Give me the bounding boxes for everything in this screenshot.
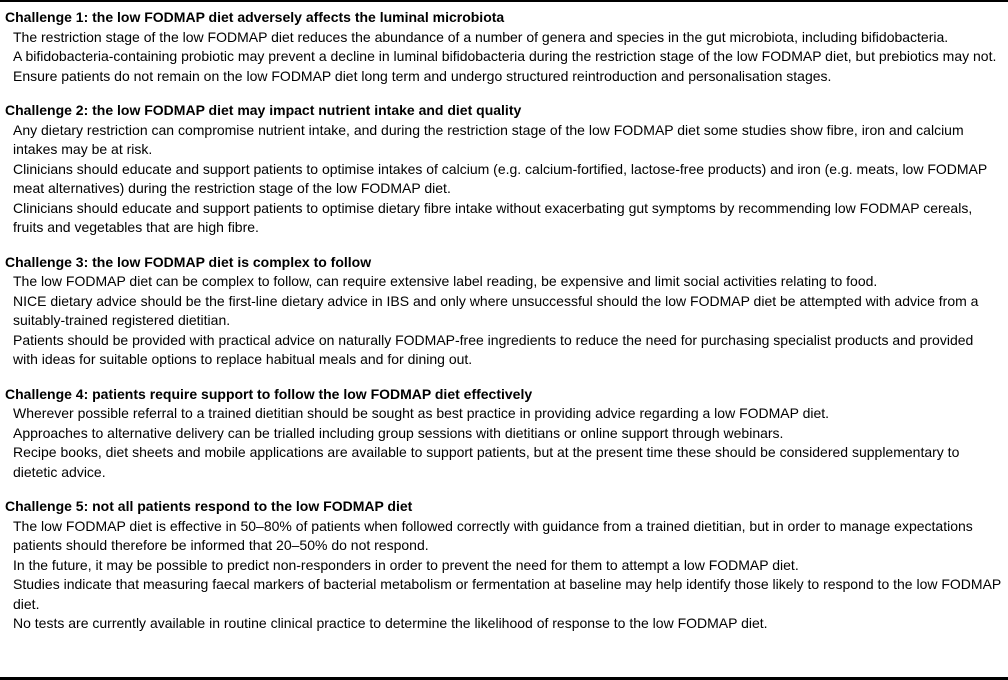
challenge-item: Approaches to alternative delivery can be trialled including group sessions with dietitians or online support through webinars. bbox=[13, 424, 784, 441]
challenge-heading: Challenge 5: not all patients respond to the low FODMAP diet bbox=[5, 498, 413, 514]
challenge-section-4 bbox=[5, 385, 1002, 483]
challenge-item: In the future, it may be possible to predict non-responders in order to prevent the need for them to attempt a low FODMAP diet. bbox=[13, 556, 799, 573]
challenge-item: Clinicians should educate and support patients to optimise dietary fibre intake without exacerbating gut symptoms by recommending low FODMAP cereals, fruits and vegetables that are high fibre. bbox=[13, 199, 973, 235]
challenge-item: A bifidobacteria-containing probiotic may prevent a decline in luminal bifidobacteria during the restriction stage of the low FODMAP diet, but prebiotics may not. bbox=[13, 48, 997, 64]
challenge-heading: Challenge 4: patients require support to follow the low FODMAP diet effectively bbox=[5, 385, 533, 402]
challenge-item: The restriction stage of the low FODMAP diet reduces the abundance of a number of genera and species in the gut microbiota, including bifidobacteria. bbox=[13, 28, 949, 45]
challenge-item: No tests are currently available in routine clinical practice to determine the likelihood of response to the low FODMAP diet. bbox=[13, 615, 768, 631]
challenge-item: Any dietary restriction can compromise nutrient intake, and during the restriction stage of the low FODMAP diet some studies show fibre, iron and calcium intakes may be at risk. bbox=[13, 121, 964, 157]
challenge-item: Patients should be provided with practical advice on naturally FODMAP-free ingredients to reduce the need for purchasing specialist products and provided with ideas for suitable options to replace habitual meals and for dining out. bbox=[13, 331, 974, 367]
challenge-item: Wherever possible referral to a trained dietitian should be sought as best practice in providing advice regarding a low FODMAP diet. bbox=[13, 405, 830, 421]
challenge-section-2 bbox=[5, 101, 1002, 238]
challenge-item: The low FODMAP diet is effective in 50–80% of patients when followed correctly with guidance from a trained dietitian, but in order to manage expectations patients should therefore be informed that 20–50% do not respond. bbox=[13, 517, 973, 553]
challenge-section-3 bbox=[5, 253, 1002, 370]
challenge-item: Studies indicate that measuring faecal markers of bacterial metabolism or fermentation at baseline may help identify those likely to respond to the low FODMAP diet. bbox=[13, 576, 1002, 612]
challenge-heading: Challenge 2: the low FODMAP diet may impact nutrient intake and diet quality bbox=[5, 102, 522, 118]
challenge-heading: Challenge 3: the low FODMAP diet is complex to follow bbox=[5, 253, 372, 270]
challenge-section-5 bbox=[5, 497, 1002, 634]
challenge-item: Recipe books, diet sheets and mobile applications are available to support patients, but at the present time these should be considered supplementary to dietetic advice. bbox=[13, 444, 960, 480]
challenge-item: Clinicians should educate and support patients to optimise intakes of calcium (e.g. calcium-fortified, lactose-free products) and iron (e.g. meats, low FODMAP meat alternatives) during the restriction stage of the low FODMAP diet. bbox=[13, 160, 987, 196]
challenge-item: The low FODMAP diet can be complex to follow, can require extensive label reading, be expensive and limit social activities relating to food. bbox=[13, 273, 878, 289]
challenge-section-1 bbox=[5, 8, 1002, 86]
challenge-item: NICE dietary advice should be the first-line dietary advice in IBS and only where unsuccessful should the low FODMAP diet be attempted with advice from a suitably-trained registered dietitian. bbox=[13, 292, 979, 328]
challenge-item: Ensure patients do not remain on the low FODMAP diet long term and undergo structured reintroduction and personalisation stages. bbox=[13, 67, 832, 84]
challenge-heading: Challenge 1: the low FODMAP diet adversely affects the luminal microbiota bbox=[5, 9, 505, 25]
